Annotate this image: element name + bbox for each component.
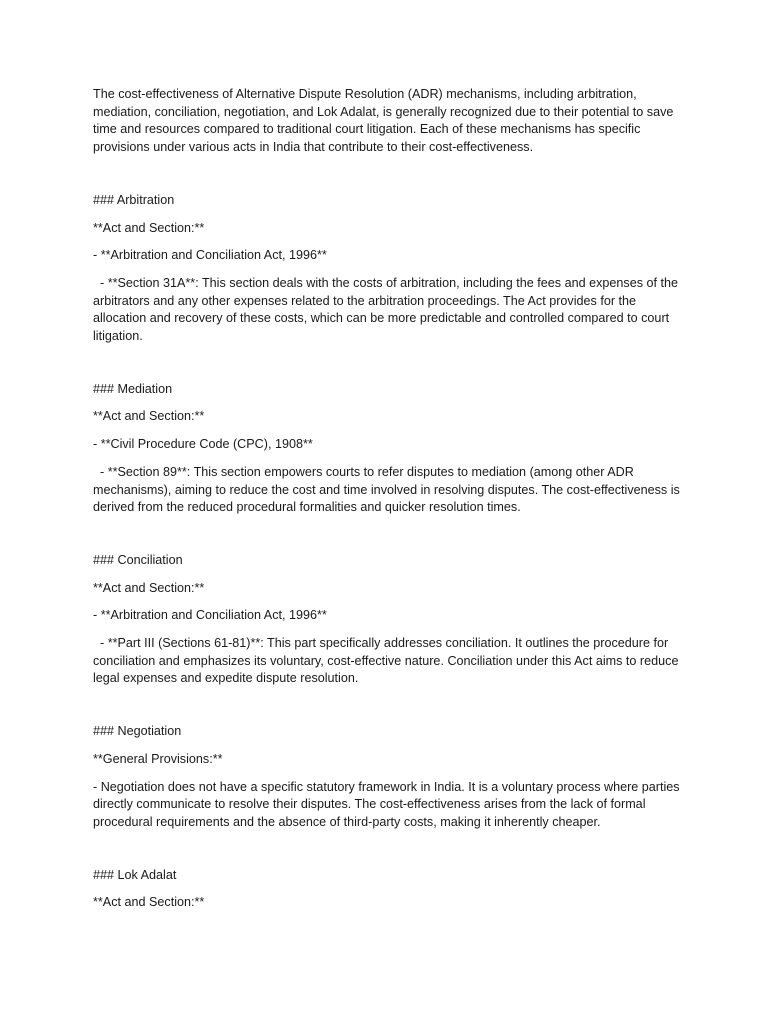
section-subheading: **Act and Section:** <box>93 220 205 235</box>
section-heading-mediation: ### Mediation <box>93 381 173 396</box>
section-heading-conciliation: ### Conciliation <box>93 552 183 567</box>
section-detail: - **Part III (Sections 61-81)**: This part specifically addresses conciliation. It outlines the procedure for conciliation and emphasizes its voluntary, cost-effective nature. Conciliation under this Act aims to reduce legal expenses and expedite dispute resolution. <box>93 636 682 686</box>
section-subheading: **General Provisions:** <box>93 751 223 766</box>
section-detail: - Negotiation does not have a specific statutory framework in India. It is a voluntary process where parties directly communicate to resolve their disputes. The cost-effectiveness arises from the lack of formal procedural requirements and the absence of third-party costs, making it inherently cheaper. <box>93 779 684 829</box>
document-body <box>93 86 683 922</box>
section-heading-lok-adalat: ### Lok Adalat <box>93 867 177 882</box>
section-detail: - **Section 89**: This section empowers courts to refer disputes to mediation (among other ADR mechanisms), aiming to reduce the cost and time involved in resolving disputes. The cost-effectiveness is derived from the reduced procedural formalities and quicker resolution times. <box>93 464 684 515</box>
section-heading-negotiation: ### Negotiation <box>93 724 182 739</box>
section-subheading: **Act and Section:** <box>93 580 205 595</box>
section-act: - **Civil Procedure Code (CPC), 1908** <box>93 437 313 452</box>
section-subheading: **Act and Section:** <box>93 895 205 910</box>
section-heading-arbitration: ### Arbitration <box>93 192 175 207</box>
section-act: - **Arbitration and Conciliation Act, 1996** <box>93 248 327 263</box>
section-act: - **Arbitration and Conciliation Act, 1996** <box>93 608 327 623</box>
intro-paragraph: The cost-effectiveness of Alternative Dispute Resolution (ADR) mechanisms, including arbitration, mediation, conciliation, negotiation, and Lok Adalat, is generally recognized due to their potential to save time and resources compared to traditional court litigation. Each of these mechanisms has specific provisions under various acts in India that contribute to their cost-effectiveness. <box>93 87 677 155</box>
section-detail: - **Section 31A**: This section deals with the costs of arbitration, including the fees and expenses of the arbitrators and any other expenses related to the arbitration proceedings. The Act provides for the allocation and recovery of these costs, which can be more predictable and controlled compared to court litigation. <box>93 275 682 344</box>
section-subheading: **Act and Section:** <box>93 409 205 424</box>
